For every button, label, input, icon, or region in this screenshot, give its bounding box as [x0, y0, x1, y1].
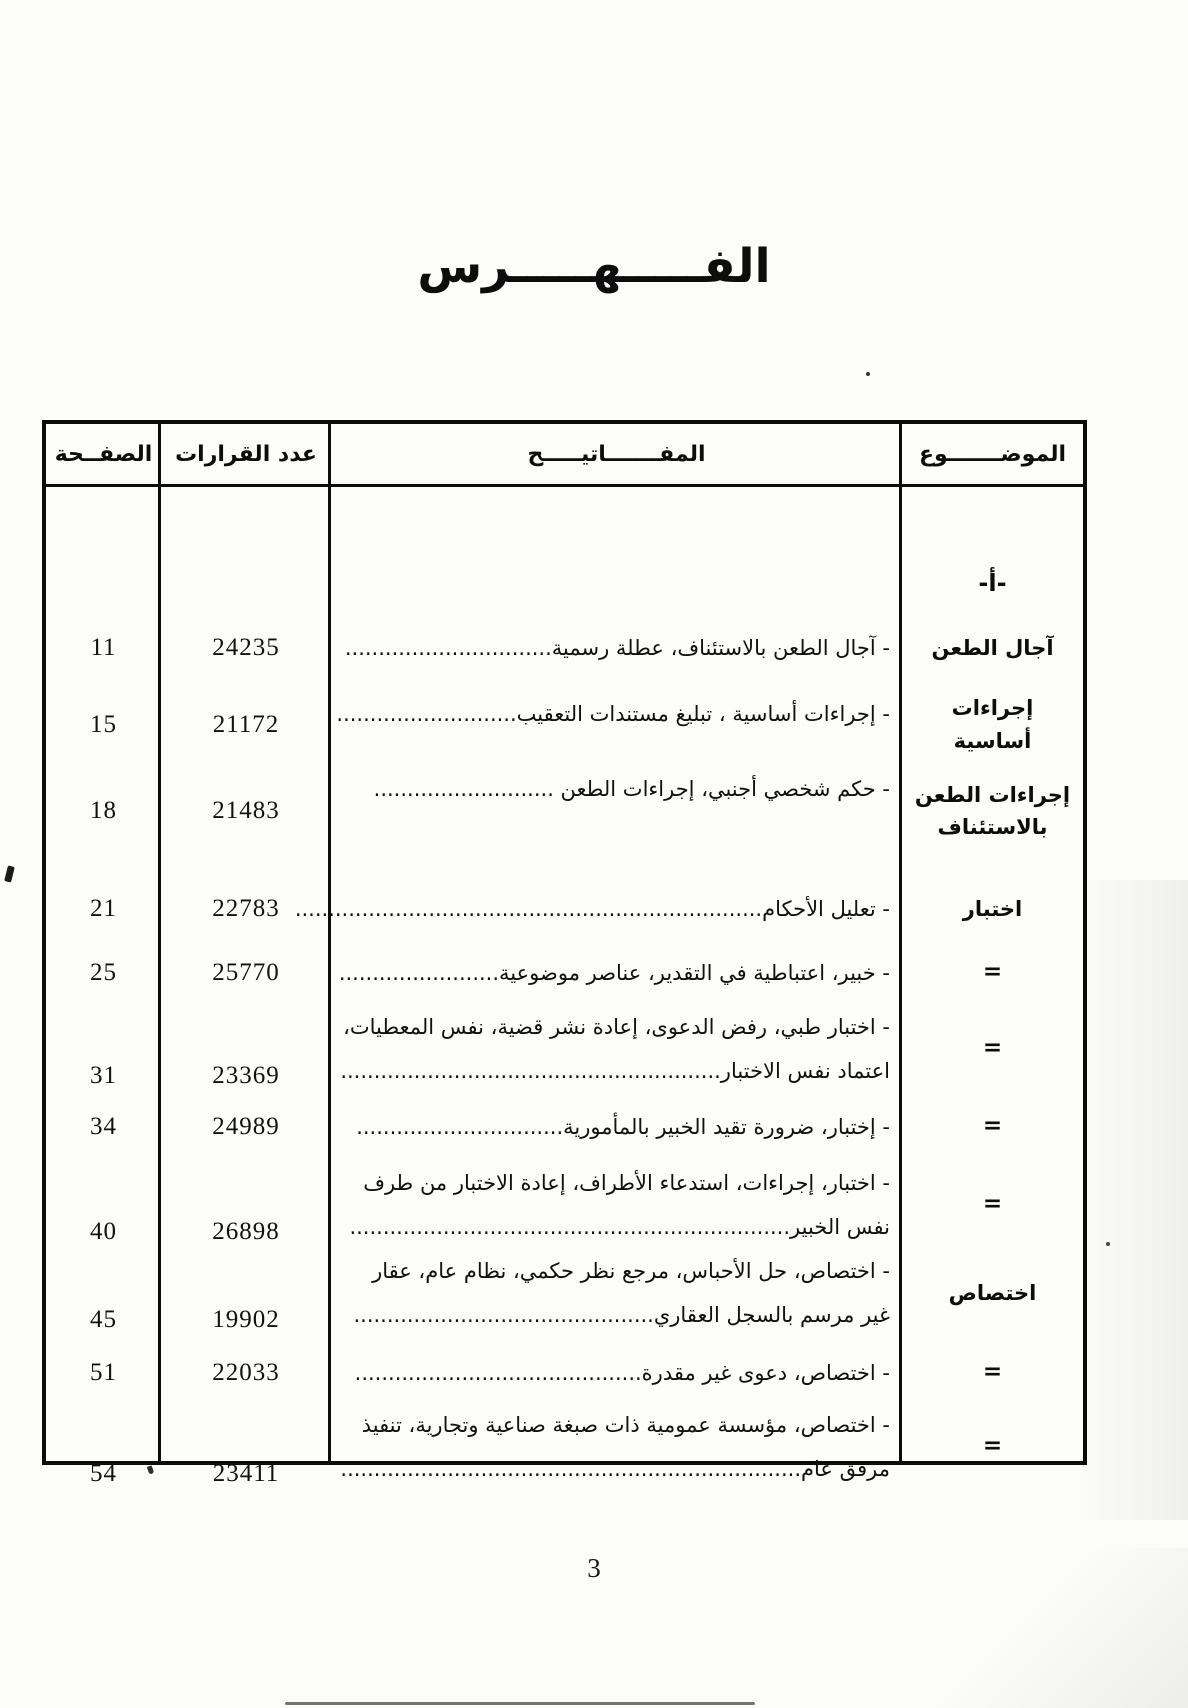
entry-subject: اختبار: [962, 896, 1023, 921]
entry-subject-ditto: =: [982, 1035, 1003, 1062]
entry-subject: إجراءات الطعن بالاستئناف: [914, 782, 1071, 840]
decision-number: 22033: [212, 1359, 280, 1387]
table-row: [46, 1403, 1083, 1491]
toc-table: [42, 420, 1087, 1488]
page-number: 11: [90, 634, 117, 661]
page-number: 40: [90, 1218, 117, 1246]
decision-number: 24989: [212, 1113, 280, 1141]
entry-subject: آجال الطعن: [931, 635, 1054, 660]
table-row: [46, 1105, 1083, 1149]
table-row: [46, 692, 1083, 757]
entry-keywords: - خبير، اعتباطية في التقدير، عناصر موضوعية........................: [338, 961, 890, 986]
scan-speck: [1106, 1242, 1110, 1246]
decision-number: 21483: [212, 797, 280, 825]
scan-edge-line: [285, 1702, 755, 1705]
page-number: 45: [90, 1306, 117, 1334]
scan-shading-right: [1078, 880, 1188, 1520]
page-number: 21: [90, 895, 117, 923]
entry-keywords: مرفق عام.....................................................................: [340, 1457, 890, 1482]
entry-subject-ditto: =: [982, 1113, 1003, 1140]
section-marker: -أ-: [978, 569, 1007, 598]
decision-number: 24235: [212, 634, 280, 661]
page-number: 18: [90, 797, 117, 825]
page-number: 31: [90, 1062, 117, 1090]
entry-keywords: - إختبار، ضرورة تقيد الخبير بالمأمورية...............................: [356, 1115, 890, 1140]
table-row: [46, 1351, 1083, 1395]
table-row: [46, 626, 1083, 670]
header-page-column: الصفــحة: [54, 441, 153, 467]
header-subject-column: الموضـــــــوع: [918, 441, 1067, 467]
decision-number: 23411: [212, 1460, 280, 1488]
table-header-row: [46, 424, 1083, 484]
entry-subject-ditto: =: [982, 959, 1003, 986]
page-number: 15: [90, 710, 117, 738]
table-row: [46, 767, 1083, 855]
entry-keywords: اعتماد نفس الاختبار.........................................................: [340, 1059, 890, 1084]
entry-subject: اختصاص: [948, 1280, 1037, 1305]
entry-keywords: - اختصاص، حل الأحباس، مرجع نظر حكمي، نظام عام، عقار: [372, 1259, 890, 1284]
entry-keywords: - تعليل الأحكام......................................................................: [294, 897, 890, 922]
table-row: [46, 1005, 1083, 1093]
decision-number: 21172: [212, 710, 280, 738]
entry-keywords: - حكم شخصي أجنبي، إجراءات الطعن ...........................: [373, 777, 890, 802]
table-row: [46, 1161, 1083, 1249]
entry-keywords: - اختصاص، مؤسسة عمومية ذات صبغة صناعية وتجارية، تنفيذ: [361, 1413, 890, 1438]
entry-keywords: - اختصاص، دعوى غير مقدرة...........................................: [354, 1361, 890, 1386]
entry-subject-ditto: =: [982, 1191, 1003, 1218]
entry-keywords: نفس الخبير..................................................................: [349, 1215, 890, 1240]
section-marker-row: [46, 562, 1083, 606]
table-row: [46, 951, 1083, 995]
entry-keywords: غير مرسم بالسجل العقاري.............................................: [353, 1303, 890, 1328]
entry-keywords: - آجال الطعن بالاستئناف، عطلة رسمية...............................: [344, 636, 890, 660]
entry-subject: إجراءات أساسية: [951, 696, 1034, 753]
page-number: 25: [90, 959, 117, 987]
page-title: الفـــــهـــــرس: [417, 239, 771, 294]
table-row: [46, 887, 1083, 931]
page-number: 51: [90, 1359, 117, 1387]
table-body: [46, 487, 1083, 1488]
page-number: 34: [90, 1113, 117, 1141]
header-keys-column: المفـــــــاتيـــــح: [527, 441, 706, 467]
header-decisions-column: عدد القرارات: [175, 441, 317, 467]
decision-number: 25770: [212, 959, 280, 987]
entry-keywords: - اختبار طبي، رفض الدعوى، إعادة نشر قضية، نفس المعطيات،: [343, 1015, 890, 1040]
entry-keywords: - اختبار، إجراءات، استدعاء الأطراف، إعادة الاختبار من طرف: [363, 1171, 890, 1196]
scan-speck: [4, 865, 15, 882]
decision-number: 19902: [212, 1306, 280, 1334]
decision-number: 26898: [212, 1218, 280, 1246]
footer-page-number: 3: [587, 1553, 601, 1583]
entry-subject-ditto: =: [982, 1359, 1003, 1386]
entry-keywords: - إجراءات أساسية ، تبليغ مستندات التعقيب...........................: [336, 702, 890, 726]
entry-subject-ditto: =: [982, 1433, 1003, 1460]
table-row: [46, 1249, 1083, 1337]
scan-speck: [866, 372, 870, 376]
page-number: 54: [90, 1460, 117, 1488]
decision-number: 22783: [212, 895, 280, 923]
decision-number: 23369: [212, 1062, 280, 1090]
